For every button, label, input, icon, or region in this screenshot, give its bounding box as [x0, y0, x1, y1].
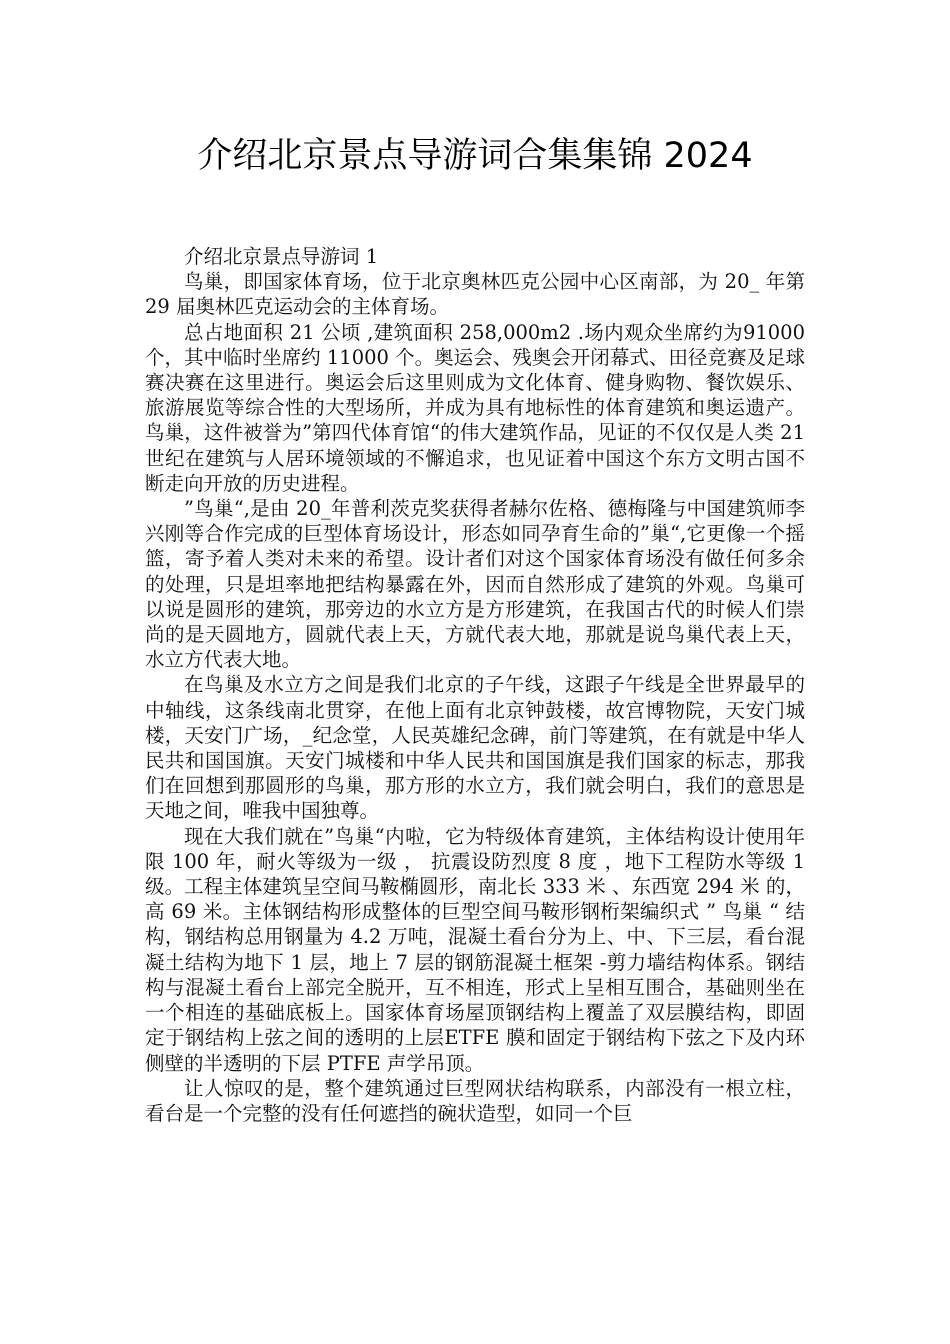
paragraph: 现在大我们就在”鸟巢“内啦，它为特级体育建筑，主体结构设计使用年限 100 年，耐火等级为一级 ， 抗震设防烈度 8 度 ，地下工程防水等级 1级。工程主体建筑呈空间马鞍椭圆形，南北长 333 米 、东西宽 294 米 的，高 69 米。主体钢结构形成整体的巨型空间马鞍形钢桁架编织式 ” 鸟巢 “ 结构，钢结构总用钢量为 4.2 万吨，混凝土看台分为上、中、下三层，看台混凝土结构为地下 1 层，地上 7 层的钢筋混凝土框架 -剪力墙结构体系。钢结构与混凝土看台上部完全脱开，互不相连，形式上呈相互围合，基础则坐在一个相连的基础底板上。国家体育场屋顶钢结构上覆盖了双层膜结构，即固定于钢结构上弦之间的透明的上层ETFE 膜和固定于钢结构下弦之下及内环侧壁的半透明的下层 PTFE 声学吊顶。 — [145, 824, 805, 1075]
paragraph: 在鸟巢及水立方之间是我们北京的子午线，这跟子午线是全世界最早的中轴线，这条线南北贯穿，在他上面有北京钟鼓楼，故宫博物院，天安门城楼，天安门广场，_纪念堂，人民英雄纪念碑，前门等建筑，在有就是中华人民共和国国旗。天安门城楼和中华人民共和国国旗是我们国家的标志，那我们在回想到那圆形的鸟巢，那方形的水立方，我们就会明白，我们的意思是天地之间，唯我中国独尊。 — [145, 673, 805, 823]
document-body — [145, 244, 805, 1126]
paragraph: ”鸟巢“,是由 20_年普利茨克奖获得者赫尔佐格、德梅隆与中国建筑师李兴刚等合作完成的巨型体育场设计，形态如同孕育生命的”巢“,它更像一个摇篮，寄予着人类对未来的希望。设计者们对这个国家体育场没有做任何多余的处理，只是坦率地把结构暴露在外，因而自然形成了建筑的外观。鸟巢可以说是圆形的建筑，那旁边的水立方是方形建筑，在我国古代的时候人们崇尚的是天圆地方，圆就代表上天，方就代表大地，那就是说鸟巢代表上天，水立方代表大地。 — [145, 497, 805, 672]
paragraph: 让人惊叹的是，整个建筑通过巨型网状结构联系，内部没有一根立柱，看台是一个完整的没有任何遮挡的碗状造型，如同一个巨 — [145, 1076, 805, 1125]
section-heading: 介绍北京景点导游词 1 — [184, 245, 379, 268]
page-title: 介绍北京景点导游词合集集锦 2024 — [197, 136, 753, 176]
paragraph: 鸟巢，即国家体育场，位于北京奥林匹克公园中心区南部，为 20_ 年第 29 届奥林匹克运动会的主体育场。 — [145, 270, 805, 319]
paragraph: 总占地面积 21 公顷 ,建筑面积 258,000m2 .场内观众坐席约为91000 个，其中临时坐席约 11000 个。奥运会、残奥会开闭幕式、田径竞赛及足球赛决赛在这里进行。奥运会后这里则成为文化体育、健身购物、餐饮娱乐、旅游展览等综合性的大型场所，并成为具有地标性的体育建筑和奥运遗产。鸟巢，这件被誉为”第四代体育馆“的伟大建筑作品，见证的不仅仅是人类 21 世纪在建筑与人居环境领域的不懈追求，也见证着中国这个东方文明古国不断走向开放的历史进程。 — [145, 320, 805, 495]
